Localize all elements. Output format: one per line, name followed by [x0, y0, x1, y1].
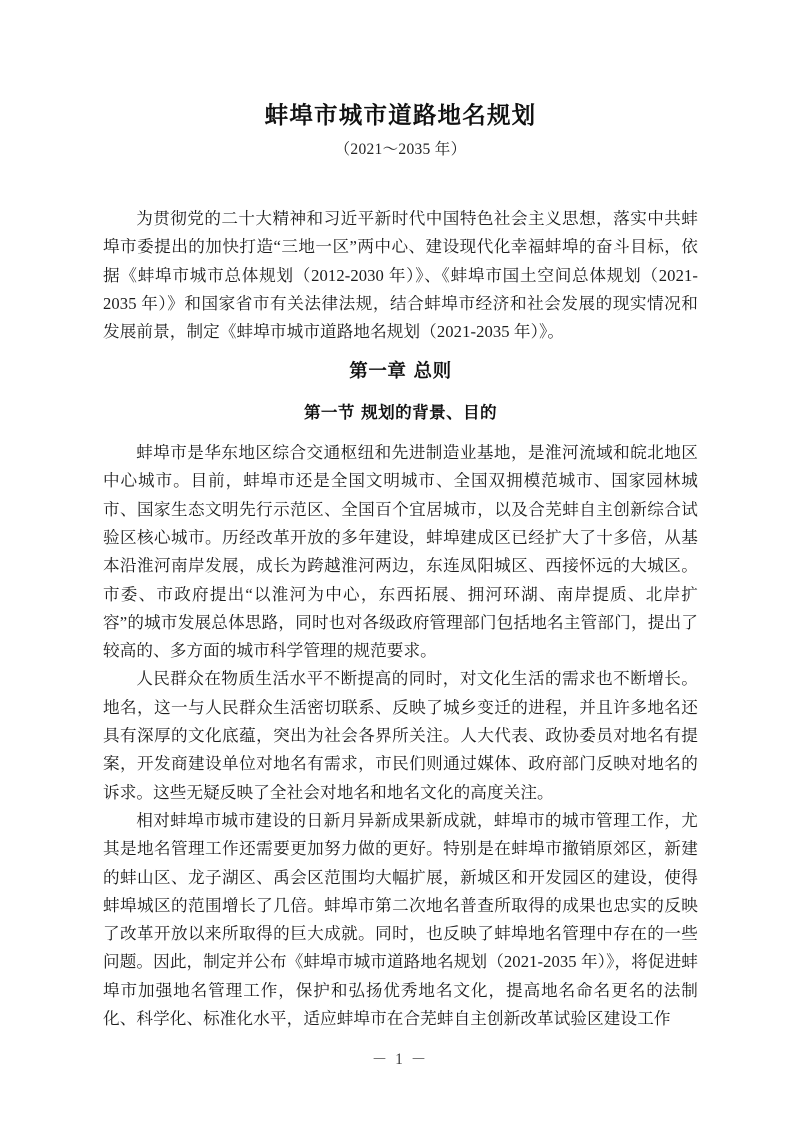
- spacer: [103, 346, 698, 358]
- chapter-heading-one: 第一章 总则: [349, 361, 452, 383]
- paragraph-background-3: 相对蚌埠市城市建设的日新月异新成果新成就，蚌埠市的城市管理工作，尤其是地名管理工作还需要更加努力做的更好。特别是在蚌埠市撤销原郊区，新建的蚌山区、龙子湖区、禹会区范围均大幅扩展，新城区和开发园区的建设，使得蚌埠城区的范围增长了几倍。蚌埠市第二次地名普查所取得的成果也忠实的反映了改革开放以来所取得的巨大成就。同时，也反映了蚌埠地名管理中存在的一些问题。因此，制定并公布《蚌埠市城市道路地名规划（2021-2035 年）》，将促进蚌埠市加强地名管理工作，保护和弘扬优秀地名文化，提高地名命名更名的法制化、科学化、标准化水平，适应蚌埠市在合芜蚌自主创新改革试验区建设工作: [103, 810, 698, 1029]
- section-heading-one: 第一节 规划的背景、目的: [303, 402, 498, 422]
- page-title: 蚌埠市城市道路地名规划: [264, 101, 537, 129]
- spacer: [103, 387, 698, 399]
- paragraph-background-1: 蚌埠市是华东地区综合交通枢纽和先进制造业基地，是淮河流域和皖北地区中心城市。目前，蚌埠市还是全国文明城市、全国双拥模范城市、国家园林城市、国家生态文明先行示范区、全国百个宜居城市，以及合芜蚌自主创新综合试验区核心城市。历经改革开放的多年建设，蚌埠建成区已经扩大了十多倍，从基本沿淮河南岸发展，成长为跨越淮河两边，东连凤阳城区、西接怀远的大城区。 市委、市政府提出“以淮河为中心，东西拓展、拥河环湖、南岸提质、北岸扩容”的城市发展总体思路，同时也对各级政府管理部门包括地名主管部门，提出了较高的、多方面的城市科学管理的规范要求。: [103, 443, 698, 661]
- document-body: [103, 205, 698, 1033]
- paragraph-preamble: 为贯彻党的二十大精神和习近平新时代中国特色社会主义思想，落实中共蚌埠市委提出的加快打造“三地一区”两中心、建设现代化幸福蚌埠的奋斗目标，依据《蚌埠市城市总体规划（2012-2030 年）》、《蚌埠市国土空间总体规划（2021-2035 年）》和国家省市有关法律法规，结合蚌埠市经济和社会发展的现实情况和发展前景，制定《蚌埠市城市道路地名规划（2021-2035 年）》。: [103, 209, 698, 342]
- page-number-footer: － 1 －: [371, 1051, 429, 1068]
- paragraph-background-2: 人民群众在物质生活水平不断提高的同时，对文化生活的需求也不断增长。地名，这一与人民群众生活密切联系、反映了城乡变迁的进程，并且许多地名还具有深厚的文化底蕴，突出为社会各界所关注。人大代表、政协委员对地名有提案，开发商建设单位对地名有需求，市民们则通过媒体、政府部门反映对地名的诉求。这些无疑反映了全社会对地名和地名文化的高度关注。: [103, 669, 698, 802]
- spacer: [103, 427, 698, 439]
- document-subtitle: （2021～2035 年）: [334, 141, 467, 158]
